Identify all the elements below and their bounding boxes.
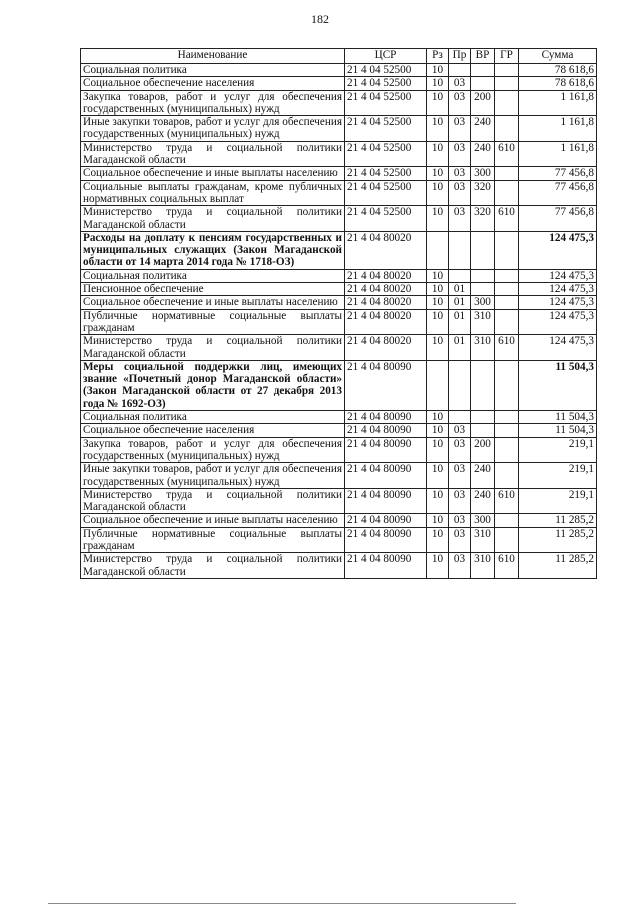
cell-pr [449,411,471,424]
cell-name: Иные закупки товаров, работ и услуг для обеспечения государственных (муниципальных) нужд [81,116,345,142]
cell-csr: 21 4 04 80020 [345,296,427,309]
cell-sum: 77 456,8 [519,167,597,180]
cell-sum: 11 504,3 [519,360,597,410]
table-row [81,527,597,553]
cell-vr [471,64,495,77]
cell-sum: 78 618,6 [519,64,597,77]
cell-rz [427,231,449,269]
cell-rz: 10 [427,309,449,335]
cell-pr: 03 [449,527,471,553]
cell-pr: 03 [449,77,471,90]
cell-rz: 10 [427,269,449,282]
cell-sum: 124 475,3 [519,231,597,269]
cell-pr: 03 [449,553,471,579]
cell-sum: 219,1 [519,488,597,514]
cell-gr: 610 [495,335,519,361]
cell-gr [495,90,519,116]
cell-csr: 21 4 04 52500 [345,116,427,142]
table-body [81,64,597,579]
cell-sum: 124 475,3 [519,335,597,361]
cell-csr: 21 4 04 52500 [345,77,427,90]
page-number: 182 [311,12,329,26]
cell-rz: 10 [427,424,449,437]
cell-gr [495,411,519,424]
column-header-csr: ЦСР [345,49,427,64]
cell-name: Закупка товаров, работ и услуг для обеспечения государственных (муниципальных) нужд [81,437,345,463]
table-row [81,360,597,410]
cell-sum: 1 161,8 [519,116,597,142]
cell-sum: 11 504,3 [519,411,597,424]
cell-rz: 10 [427,180,449,206]
table-row [81,553,597,579]
cell-csr: 21 4 04 80090 [345,463,427,489]
cell-name: Пенсионное обеспечение [81,283,345,296]
column-header-gr: ГР [495,49,519,64]
cell-gr [495,283,519,296]
cell-vr: 240 [471,463,495,489]
cell-gr: 610 [495,206,519,232]
cell-rz: 10 [427,206,449,232]
cell-vr: 240 [471,116,495,142]
cell-rz: 10 [427,335,449,361]
column-header-vr: ВР [471,49,495,64]
cell-rz: 10 [427,463,449,489]
table-row [81,488,597,514]
table-row [81,437,597,463]
cell-pr [449,360,471,410]
cell-csr: 21 4 04 52500 [345,206,427,232]
cell-pr [449,231,471,269]
table-row [81,90,597,116]
cell-pr: 03 [449,488,471,514]
table-row [81,269,597,282]
cell-rz: 10 [427,77,449,90]
cell-csr: 21 4 04 80090 [345,514,427,527]
cell-vr [471,411,495,424]
cell-gr [495,180,519,206]
cell-csr: 21 4 04 80020 [345,269,427,282]
cell-csr: 21 4 04 80090 [345,437,427,463]
budget-table [80,48,597,579]
table-row [81,463,597,489]
table-row [81,335,597,361]
cell-gr [495,116,519,142]
cell-rz: 10 [427,283,449,296]
table-row [81,309,597,335]
table-row [81,141,597,167]
cell-pr: 01 [449,335,471,361]
cell-sum: 124 475,3 [519,296,597,309]
cell-gr [495,514,519,527]
cell-gr [495,360,519,410]
cell-csr: 21 4 04 80020 [345,335,427,361]
cell-pr: 01 [449,296,471,309]
cell-vr: 300 [471,296,495,309]
cell-csr: 21 4 04 52500 [345,167,427,180]
cell-name: Социальное обеспечение и иные выплаты населению [81,514,345,527]
cell-name: Министерство труда и социальной политики Магаданской области [81,206,345,232]
cell-name: Меры социальной поддержки лиц, имеющих звание «Почетный донор Магаданской области» (Закон Магаданской области от 27 декабря 2013 года № 1692-ОЗ) [81,360,345,410]
page-bottom-rule [48,903,516,904]
cell-sum: 1 161,8 [519,141,597,167]
column-header-pr: Пр [449,49,471,64]
cell-pr: 03 [449,437,471,463]
cell-csr: 21 4 04 52500 [345,64,427,77]
cell-sum: 11 504,3 [519,424,597,437]
cell-name: Закупка товаров, работ и услуг для обеспечения государственных (муниципальных) нужд [81,90,345,116]
cell-name: Социальное обеспечение и иные выплаты населению [81,167,345,180]
cell-vr: 200 [471,90,495,116]
cell-vr [471,424,495,437]
column-header-name: Наименование [81,49,345,64]
cell-vr: 240 [471,488,495,514]
cell-vr [471,77,495,90]
cell-rz [427,360,449,410]
cell-gr [495,231,519,269]
table-row [81,231,597,269]
cell-csr: 21 4 04 80090 [345,527,427,553]
cell-vr: 300 [471,167,495,180]
cell-gr [495,77,519,90]
table-row [81,64,597,77]
cell-sum: 11 285,2 [519,527,597,553]
cell-pr: 03 [449,180,471,206]
cell-csr: 21 4 04 80090 [345,411,427,424]
cell-name: Публичные нормативные социальные выплаты гражданам [81,527,345,553]
cell-vr [471,283,495,296]
cell-rz: 10 [427,527,449,553]
cell-name: Министерство труда и социальной политики Магаданской области [81,141,345,167]
cell-sum: 77 456,8 [519,180,597,206]
table-row [81,77,597,90]
cell-vr [471,231,495,269]
cell-gr [495,296,519,309]
cell-gr: 610 [495,488,519,514]
cell-csr: 21 4 04 80090 [345,360,427,410]
column-header-rz: Рз [427,49,449,64]
cell-vr: 310 [471,309,495,335]
cell-name: Социальное обеспечение и иные выплаты населению [81,296,345,309]
cell-gr [495,309,519,335]
cell-sum: 124 475,3 [519,309,597,335]
cell-gr [495,269,519,282]
cell-gr [495,437,519,463]
cell-pr: 03 [449,167,471,180]
cell-name: Социальная политика [81,269,345,282]
cell-sum: 219,1 [519,463,597,489]
cell-rz: 10 [427,411,449,424]
cell-rz: 10 [427,90,449,116]
cell-csr: 21 4 04 80020 [345,309,427,335]
cell-gr: 610 [495,553,519,579]
table-row [81,424,597,437]
cell-rz: 10 [427,64,449,77]
cell-rz: 10 [427,116,449,142]
cell-vr: 310 [471,553,495,579]
cell-csr: 21 4 04 80090 [345,424,427,437]
cell-sum: 219,1 [519,437,597,463]
cell-csr: 21 4 04 80090 [345,553,427,579]
cell-pr: 01 [449,309,471,335]
cell-gr [495,527,519,553]
cell-rz: 10 [427,167,449,180]
cell-vr: 300 [471,514,495,527]
cell-pr: 03 [449,206,471,232]
cell-rz: 10 [427,553,449,579]
cell-gr [495,424,519,437]
cell-name: Публичные нормативные социальные выплаты гражданам [81,309,345,335]
cell-rz: 10 [427,141,449,167]
cell-name: Социальные выплаты гражданам, кроме публичных нормативных социальных выплат [81,180,345,206]
cell-rz: 10 [427,514,449,527]
cell-pr: 03 [449,424,471,437]
cell-gr: 610 [495,141,519,167]
cell-name: Иные закупки товаров, работ и услуг для обеспечения государственных (муниципальных) нужд [81,463,345,489]
cell-sum: 78 618,6 [519,77,597,90]
table-row [81,116,597,142]
cell-csr: 21 4 04 52500 [345,141,427,167]
cell-name: Министерство труда и социальной политики Магаданской области [81,335,345,361]
cell-rz: 10 [427,296,449,309]
table-row [81,167,597,180]
cell-vr [471,269,495,282]
cell-csr: 21 4 04 80020 [345,231,427,269]
cell-pr: 03 [449,116,471,142]
cell-csr: 21 4 04 52500 [345,90,427,116]
cell-vr: 310 [471,527,495,553]
cell-gr [495,64,519,77]
cell-vr: 320 [471,206,495,232]
table-row [81,411,597,424]
cell-csr: 21 4 04 80020 [345,283,427,296]
cell-name: Министерство труда и социальной политики Магаданской области [81,488,345,514]
cell-csr: 21 4 04 80090 [345,488,427,514]
cell-gr [495,167,519,180]
table-row [81,206,597,232]
table-row [81,180,597,206]
cell-vr: 320 [471,180,495,206]
cell-pr: 03 [449,514,471,527]
cell-name: Социальная политика [81,411,345,424]
table-row [81,514,597,527]
cell-name: Социальное обеспечение населения [81,77,345,90]
cell-pr: 03 [449,463,471,489]
cell-name: Социальная политика [81,64,345,77]
cell-pr [449,64,471,77]
table-header-row [81,49,597,64]
cell-sum: 124 475,3 [519,269,597,282]
cell-name: Социальное обеспечение населения [81,424,345,437]
cell-gr [495,463,519,489]
cell-sum: 77 456,8 [519,206,597,232]
cell-rz: 10 [427,437,449,463]
cell-vr: 310 [471,335,495,361]
cell-csr: 21 4 04 52500 [345,180,427,206]
cell-pr [449,269,471,282]
cell-sum: 11 285,2 [519,514,597,527]
cell-name: Министерство труда и социальной политики Магаданской области [81,553,345,579]
cell-name: Расходы на доплату к пенсиям государственных и муниципальных служащих (Закон Магаданской области от 14 марта 2014 года № 1718-ОЗ) [81,231,345,269]
table-row [81,283,597,296]
cell-sum: 1 161,8 [519,90,597,116]
table-row [81,296,597,309]
cell-vr: 240 [471,141,495,167]
cell-rz: 10 [427,488,449,514]
cell-vr: 200 [471,437,495,463]
cell-vr [471,360,495,410]
cell-sum: 11 285,2 [519,553,597,579]
column-header-sum: Сумма [519,49,597,64]
cell-pr: 03 [449,141,471,167]
cell-pr: 03 [449,90,471,116]
cell-sum: 124 475,3 [519,283,597,296]
cell-pr: 01 [449,283,471,296]
